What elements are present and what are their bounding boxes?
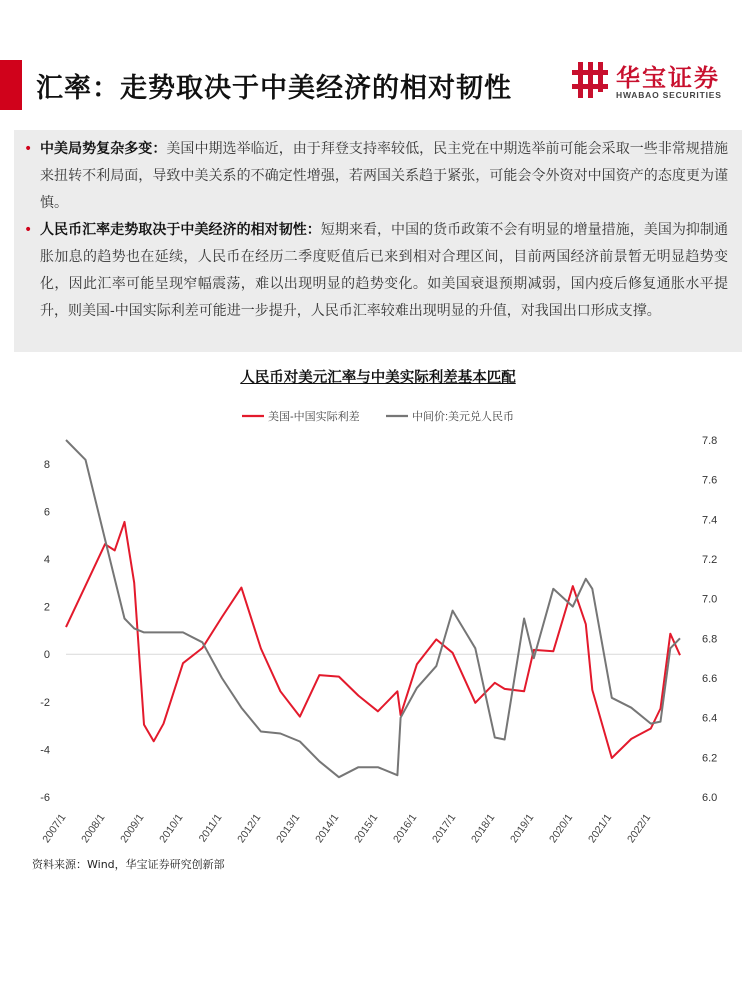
x-tick-label: 2016/1 xyxy=(391,811,420,846)
y-right-tick-label: 7.2 xyxy=(702,554,718,566)
header-accent-bar xyxy=(0,60,22,110)
x-tick-label: 2020/1 xyxy=(546,811,576,846)
series-line xyxy=(66,522,680,758)
y-left-tick-label: 2 xyxy=(43,601,50,614)
x-tick-label: 2017/1 xyxy=(430,811,459,846)
x-tick-label: 2008/1 xyxy=(79,811,108,846)
y-right-tick-label: 7.8 xyxy=(702,435,718,447)
chart-legend xyxy=(242,409,514,423)
bullet-text: 美国中期选举临近，由于拜登支持率较低，民主党在中期选举前可能会采取一些非常规措施来扭转不利局面，导致中美关系的不确定性增强，若两国关系趋于紧张，可能会令外资对中国资产的态度更为谨慎。 xyxy=(40,141,728,211)
y-right-tick-label: 6.8 xyxy=(702,633,718,646)
x-tick-label: 2011/1 xyxy=(196,811,225,845)
x-tick-label: 2014/1 xyxy=(313,811,342,846)
x-axis xyxy=(40,812,653,845)
y-right-tick-label: 6.6 xyxy=(702,673,718,685)
x-tick-label: 2013/1 xyxy=(274,811,303,846)
legend-label: 中间价:美元兑人民币 xyxy=(412,411,515,423)
y-right-tick-label: 6.0 xyxy=(702,792,718,804)
y-left-tick-label: 4 xyxy=(43,554,50,566)
x-tick-label: 2007/1 xyxy=(40,811,69,846)
page-title: 汇率：走势取决于中美经济的相对韧性 xyxy=(36,73,512,104)
series-line xyxy=(66,440,680,777)
y-right-tick-label: 6.2 xyxy=(702,752,718,765)
x-tick-label: 2018/1 xyxy=(469,811,498,846)
brand-name-cn: 华宝证券 xyxy=(616,64,720,92)
y-left-tick-label: 8 xyxy=(43,458,50,471)
brand-logo xyxy=(570,58,750,106)
bullet-heading: 中美局势复杂多变： xyxy=(40,141,167,157)
y-left-tick-label: -2 xyxy=(40,696,50,709)
y-left-tick-label: -6 xyxy=(40,792,50,804)
x-tick-label: 2021/1 xyxy=(585,811,615,846)
line-chart xyxy=(0,395,756,850)
x-tick-label: 2019/1 xyxy=(508,811,537,846)
brand-logo-icon xyxy=(570,60,610,100)
x-tick-label: 2022/1 xyxy=(624,811,654,846)
summary-box xyxy=(14,130,742,352)
x-tick-label: 2015/1 xyxy=(352,811,381,846)
x-tick-label: 2012/1 xyxy=(235,811,264,846)
x-tick-label: 2010/1 xyxy=(157,811,186,846)
y-right-tick-label: 7.6 xyxy=(702,474,718,487)
right-axis xyxy=(702,435,717,804)
header xyxy=(0,52,756,120)
summary-bullet xyxy=(24,136,728,217)
y-right-tick-label: 6.4 xyxy=(702,712,718,725)
brand-name-en: HWABAO SECURITIES xyxy=(616,90,722,100)
x-tick-label: 2009/1 xyxy=(118,811,147,846)
chart-title: 人民币对美元汇率与中美实际利差基本匹配 xyxy=(240,369,516,386)
left-axis xyxy=(40,459,50,804)
legend-label: 美国-中国实际利差 xyxy=(268,411,360,423)
bullet-text: 短期来看，中国的货币政策不会有明显的增量措施，美国为抑制通胀加息的趋势也在延续，人民币在经历二季度贬值后已来到相对合理区间，目前两国经济前景暂无明显趋势变化，因此汇率可能呈现窄幅震荡，难以出现明显的趋势变化。如美国衰退预期减弱，国内疫后修复通胀水平提升，则美国-中国实际利差可能进一步提升，人民币汇率较难出现明显的升值，对我国出口形成支撑。 xyxy=(40,222,729,319)
y-left-tick-label: -4 xyxy=(40,744,50,757)
chart-series xyxy=(66,440,680,777)
y-right-tick-label: 7.0 xyxy=(702,593,718,606)
y-left-tick-label: 6 xyxy=(43,506,50,519)
bullet-heading: 人民币汇率走势取决于中美经济的相对韧性： xyxy=(40,222,321,238)
bullet-dot-icon: • xyxy=(24,222,33,238)
bullet-dot-icon: • xyxy=(24,141,33,157)
source-note: 资料来源：Wind，华宝证券研究创新部 xyxy=(32,858,225,871)
y-right-tick-label: 7.4 xyxy=(702,514,718,527)
y-left-tick-label: 0 xyxy=(43,649,50,662)
summary-bullet xyxy=(24,217,728,325)
